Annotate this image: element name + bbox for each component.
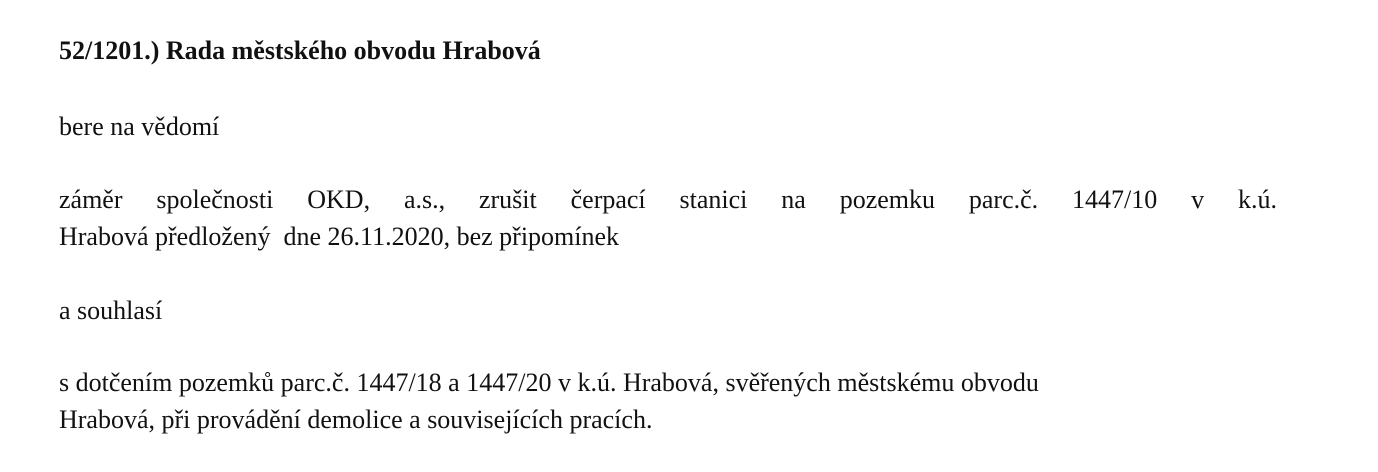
paragraph-1-line-2: Hrabová předložený dne 26.11.2020, bez připomínek	[59, 222, 620, 251]
phrase-agrees: a souhlasí	[59, 296, 163, 325]
paragraph-2-line-2: Hrabová, při provádění demolice a souvisejících pracích.	[59, 405, 653, 434]
phrase-takes-note: bere na vědomí	[59, 112, 220, 141]
paragraph-2-line-1: s dotčením pozemků parc.č. 1447/18 a 1447/20 v k.ú. Hrabová, svěřených městskému obvodu	[59, 368, 1039, 397]
paragraph-1-line-1: záměr společnosti OKD, a.s., zrušit čerpací stanici na pozemku parc.č. 1447/10 v k.ú.	[59, 185, 1277, 214]
resolution-heading: 52/1201.) Rada městského obvodu Hrabová	[59, 36, 541, 65]
